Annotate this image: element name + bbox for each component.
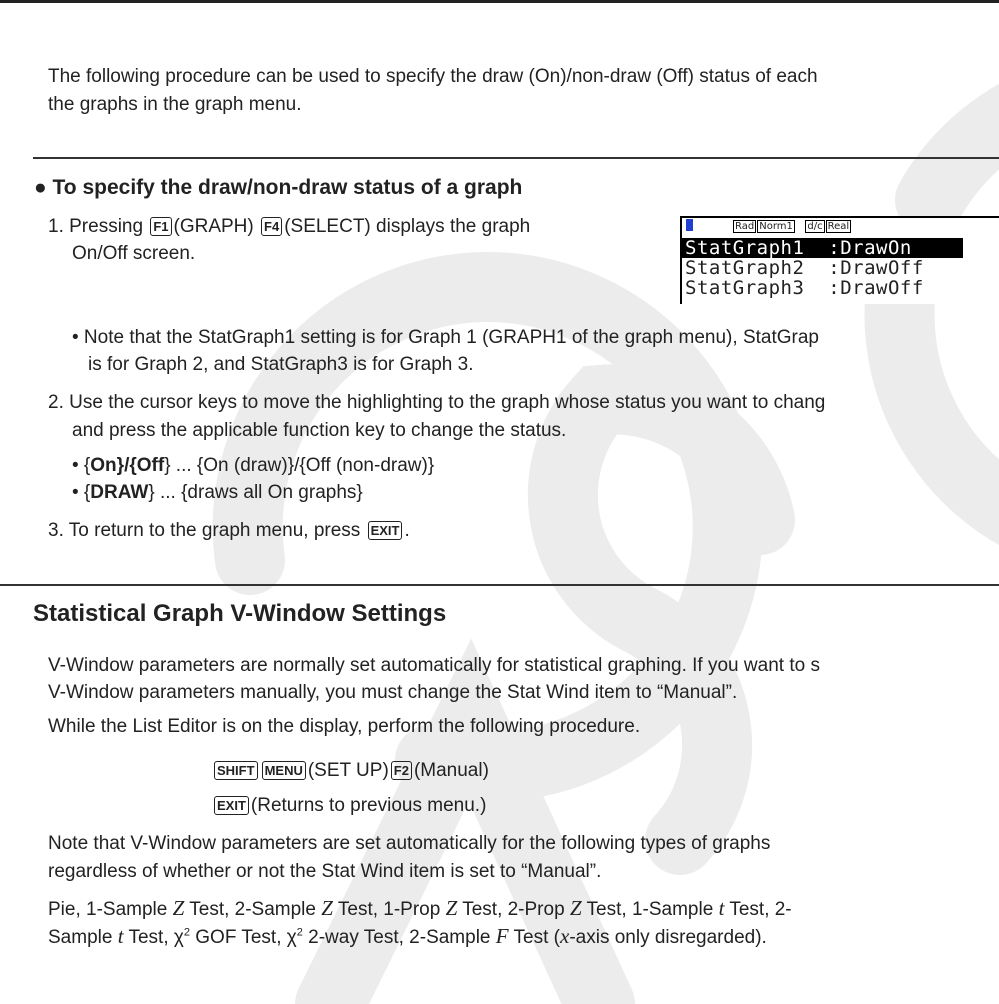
bullet-icon: ● bbox=[34, 176, 47, 199]
section-divider bbox=[0, 584, 999, 586]
exit-key-icon: EXIT bbox=[214, 796, 249, 815]
key-sequence-1: SHIFT MENU (SET UP) F2 (Manual) bbox=[212, 760, 489, 782]
shift-key-icon: SHIFT bbox=[214, 761, 258, 780]
top-border bbox=[0, 0, 999, 3]
screen-row: StatGraph3 :DrawOff bbox=[685, 277, 924, 299]
battery-icon bbox=[686, 219, 693, 231]
p4-line-2: Sample t Test, $\chi^2$ GOF Test, $\chi^2$ 2-way Test, 2-Sample F Test (x-axis only disregarded). bbox=[48, 924, 767, 948]
f2-key-icon: F2 bbox=[391, 761, 412, 780]
p1-line-1: V-Window parameters are normally set automatically for statistical graphing. If you want to s bbox=[48, 655, 820, 676]
f4-key-icon: F4 bbox=[261, 217, 282, 236]
step-1-cont: On/Off screen. bbox=[72, 243, 196, 264]
p4-line-1: Pie, 1-Sample Z Test, 2-Sample Z Test, 1-Prop Z Test, 2-Prop Z Test, 1-Sample t Test, 2- bbox=[48, 896, 792, 920]
p1-line-2: V-Window parameters manually, you must change the Stat Wind item to “Manual”. bbox=[48, 682, 738, 703]
p2: While the List Editor is on the display, perform the following procedure. bbox=[48, 716, 641, 737]
p3-line-1: Note that V-Window parameters are set automatically for the following types of graphs bbox=[48, 833, 771, 854]
screen-row: StatGraph2 :DrawOff bbox=[685, 257, 924, 279]
option-on-off: • {On}/{Off} ... {On (draw)}/{Off (non-draw)} bbox=[72, 455, 435, 476]
screen-row-selected: StatGraph1 :DrawOn bbox=[682, 238, 963, 258]
calculator-screen bbox=[680, 216, 999, 304]
step-2-cont: and press the applicable function key to change the status. bbox=[72, 420, 567, 441]
menu-key-icon: MENU bbox=[262, 761, 306, 780]
note-line-2: is for Graph 2, and StatGraph3 is for Graph 3. bbox=[88, 354, 474, 375]
intro-line-2: the graphs in the graph menu. bbox=[48, 94, 302, 115]
step-3: 3. To return to the graph menu, press EXIT . bbox=[48, 520, 410, 541]
exit-key-icon: EXIT bbox=[368, 521, 403, 540]
f1-key-icon: F1 bbox=[150, 217, 171, 236]
status-bar: Rad Norm1 d/c Real bbox=[682, 218, 999, 238]
section-title: Statistical Graph V-Window Settings bbox=[33, 600, 447, 627]
key-sequence-2: EXIT (Returns to previous menu.) bbox=[212, 795, 486, 817]
divider bbox=[33, 157, 999, 159]
procedure-heading: ● To specify the draw/non-draw status of a graph bbox=[34, 176, 523, 199]
step-2: 2. Use the cursor keys to move the highlighting to the graph whose status you want to chang bbox=[48, 392, 826, 413]
note-line-1: • Note that the StatGraph1 setting is for Graph 1 (GRAPH1 of the graph menu), StatGrap bbox=[72, 327, 819, 348]
intro-line-1: The following procedure can be used to specify the draw (On)/non-draw (Off) status of each bbox=[48, 66, 818, 87]
option-draw: • {DRAW} ... {draws all On graphs} bbox=[72, 482, 363, 503]
step-1: 1. Pressing F1 (GRAPH) F4 (SELECT) displays the graph bbox=[48, 216, 531, 237]
p3-line-2: regardless of whether or not the Stat Wind item is set to “Manual”. bbox=[48, 861, 602, 882]
